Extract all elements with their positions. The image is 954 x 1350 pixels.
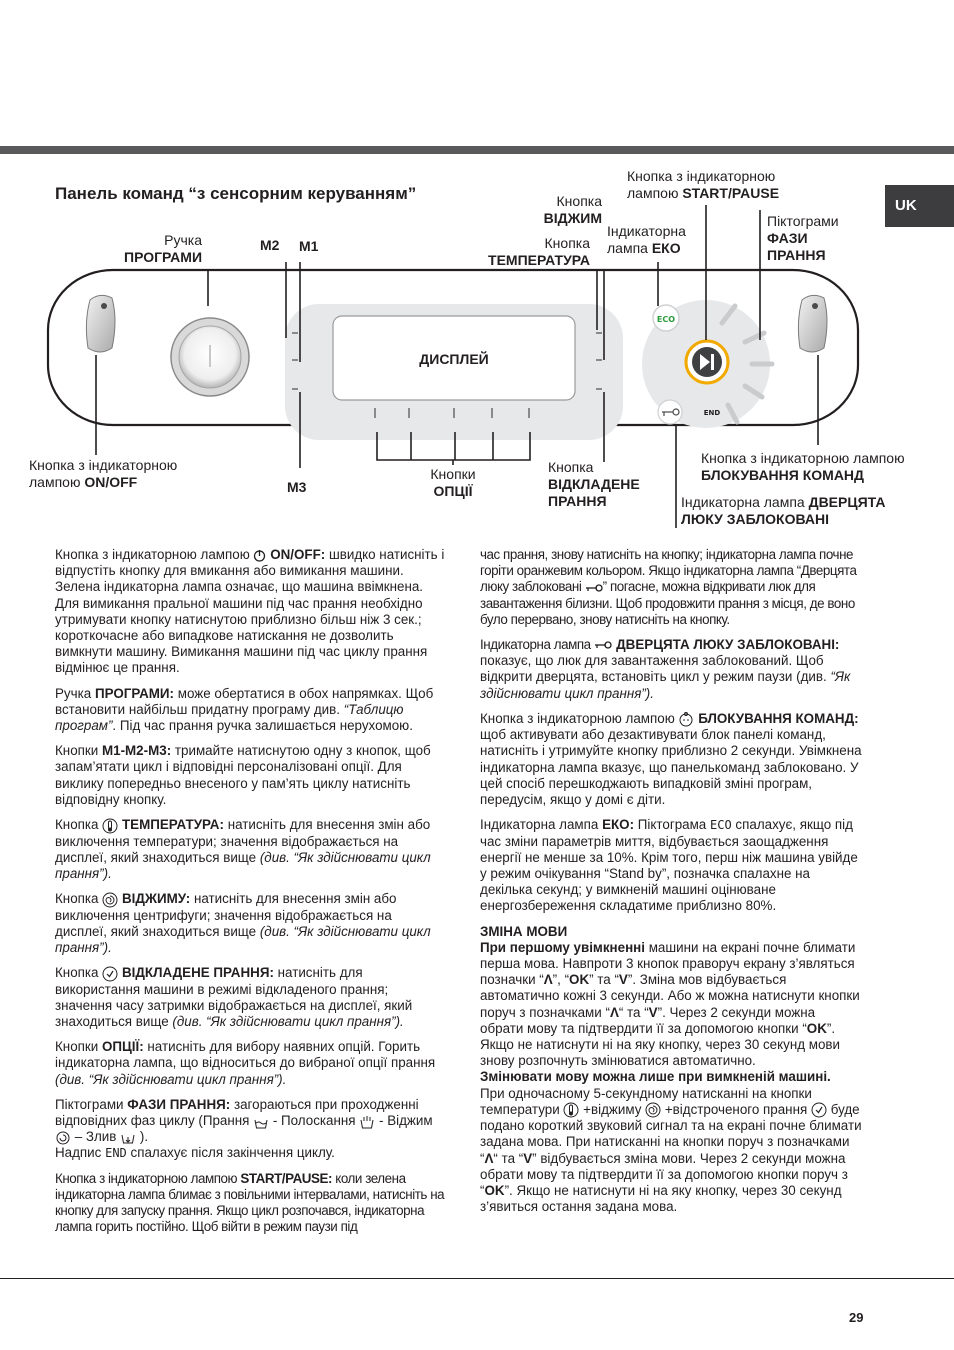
para-temperature: Кнопка ТЕМПЕРАТУРА: натисніть для внесення змін або виключення температури; значення відображається на дисплеї, який знаходиться вище (див. “Як здійснювати цикл прання”). (55, 817, 431, 881)
label-lock: Кнопка з індикаторною лампою БЛОКУВАННЯ КОМАНД (701, 450, 905, 483)
page-number: 29 (849, 1310, 864, 1325)
wash-icon (253, 1115, 269, 1129)
spin-phase-icon (55, 1131, 71, 1145)
delay-icon (811, 1102, 827, 1118)
onoff-led (101, 303, 107, 309)
para-program: Ручка ПРОГРАМИ: може обертатися в обох напрямках. Щоб встановити найбільш придатну програму див. “Таблицю програм”. Під час прання ручка залишається нерухомою. (55, 685, 434, 734)
para-delay: Кнопка ВІДКЛАДЕНЕ ПРАННЯ: натисніть для використання машини в режимі відкладеного прання; значення часу затримки відображається на дисплеї, який знаходиться вище (див. “Як здійснювати цикл прання”). (55, 965, 413, 1030)
rinse-icon (359, 1115, 375, 1129)
key-icon (594, 641, 612, 649)
label-spin: Кнопка ВІДЖИМ (543, 193, 602, 226)
lock-button[interactable] (798, 295, 827, 352)
language-tab: UK (885, 185, 954, 227)
para-onoff: Кнопка з індикаторною лампою ON/OFF: швидко натисніть і відпустіть кнопку для вмикання або вимикання машини. Зелена індикаторна лампа означає, що машина ввімкнена. Для вимикання пральної машини під час прання необхідно утримувати кнопку натиснутою приблизно більш ніж 3 сек.; короткочасне або випадкове натискання не дозволить вимкнути машину. Вимикання машини під час циклу прання відмінює це прання. (55, 547, 445, 676)
label-temperature: Кнопка ТЕМПЕРАТУРА (488, 235, 590, 268)
power-icon (253, 549, 266, 562)
para-start-pause-cont: час прання, знову натисніть на кнопку; індикаторна лампа почне горіти оранжевим кольором. Якщо індикаторна лампа “Дверцята люку заблоковані ” погасне, можна відкривати люк для завантаження білизни. Щоб продовжити прання з місця, де воно було перервано, знову натисніть на кнопку. (480, 547, 857, 627)
para-options: Кнопки ОПЦІЇ: натисніть для вибору наявних опцій. Горить індикаторна лампа, що відноситься до вибраної опції прання (див. “Як здійснювати цикл прання”). (55, 1039, 436, 1087)
drain-icon (120, 1131, 136, 1145)
language-section (480, 924, 862, 1216)
panel-title: Панель команд “з сенсорним керуванням” (55, 184, 417, 203)
left-column (55, 547, 445, 1244)
spin-icon (645, 1102, 661, 1118)
spin-icon (102, 892, 118, 908)
display-label: ДИСПЛЕЙ (419, 351, 489, 367)
para-start-pause: Кнопка з індикаторною лампою START/PAUSE: коли зелена індикаторна лампа блимає з повільними інтервалами, натисніть на кнопку для запуску прання. Якщо цикл розпочався, індикаторна лампа горить постійно. Щоб війти в режим паузи під (55, 1170, 445, 1235)
para-phases: Піктограми ФАЗИ ПРАННЯ: загораються при проходженні відповідних фаз циклу (Прання - Полоскання - Віджим – Злив ). Надпис END спалахує після закінчення циклу. (55, 1096, 433, 1161)
eco-icon: ECO (710, 818, 732, 833)
para-memory: Кнопки M1-M2-M3: тримайте натиснутою одну з кнопок, щоб запам’ятати цикл і відповідні персоналізовані опції. Для виклику попередньо внесеного у пам’ять циклу натисніть відповідну кнопку. (55, 743, 431, 807)
para-door-locked: Індикаторна лампа ДВЕРЦЯТА ЛЮКУ ЗАБЛОКОВАНІ: показує, що люк для завантаження заблокований. Щоб відкрити дверцята, встановіть цикл у режим паузи (див. “Як здійснювати цикл прання”). (480, 637, 851, 701)
label-delay: Кнопка ВІДКЛАДЕНЕ ПРАННЯ (548, 459, 640, 509)
label-start-pause: Кнопка з індикаторною лампою START/PAUSE (627, 168, 780, 201)
language-title: ЗМІНА МОВИ (480, 923, 568, 939)
label-m1: M1 (299, 238, 319, 254)
bottom-rule (0, 1278, 954, 1279)
label-options: Кнопки ОПЦІЇ (430, 466, 476, 499)
para-spin: Кнопка ВІДЖИМУ: натисніть для внесення змін або виключення центрифуги; значення відображається на дисплеї, який знаходиться вище (див. “Як здійснювати цикл прання”). (55, 891, 431, 955)
right-column (480, 547, 862, 1215)
temperature-icon (102, 818, 118, 834)
label-onoff: Кнопка з індикаторною лампою ON/OFF (29, 457, 178, 490)
para-eco: Індикаторна лампа ЕКО: Піктограма ECO спалахує, якщо під час зміни параметрів миття, відбувається заощадження енергії не менше за 10%. Крім того, перш ніж машина увійде у режим очікування “Stand by”, позначка спалахне на декілька секунд; у вимкненій машині оцінюване енергозбереження складатиме приблизно 80%. (480, 817, 858, 914)
label-phases: Піктограми ФАЗИ ПРАННЯ (767, 213, 839, 263)
end-label: END (703, 409, 721, 417)
child-lock-icon (678, 711, 694, 727)
key-icon (585, 584, 603, 592)
label-eco: Індикаторна лампа ЕКО (607, 223, 686, 256)
delay-icon (102, 966, 118, 982)
onoff-button[interactable] (86, 295, 115, 352)
label-program-knob: Ручка ПРОГРАМИ (124, 232, 202, 265)
label-m3: M3 (287, 479, 307, 495)
para-lock: Кнопка з індикаторною лампою БЛОКУВАННЯ КОМАНД: щоб активувати або дезактивувати блок панелі команд, натисніть і утримуйте кнопку приблизно 2 секунди. Увімкнена індикаторна лампа вказує, що панелькоманд заблоковано. У цей спосіб перешкоджають випадковій зміні програм, передусім, якщо у домі є діти. (480, 710, 862, 808)
temperature-icon (563, 1102, 579, 1118)
label-door-locked: Індикаторна лампа ДВЕРЦЯТА ЛЮКУ ЗАБЛОКОВАНІ (681, 494, 886, 527)
svg-text:ECO: ECO (656, 315, 676, 324)
para-language-change: Змінювати мову можна лише при вимкненій машині. При одночасному 5-секундному натисканні на кнопки температури +віджиму +відстроченого прання буде подано короткий звуковий сигнал та на екрані почне блимати задана мова. При натисканні на кнопки поруч з позначками “Λ“ та “V” відбувається зміна мови. Через 2 секунди можна обрати мову та підтвердити її за допомогою кнопки поруч з “OK”. Якщо не натиснути ні на яку кнопку, через 30 секунд з’явиться остання задана мова. (480, 1069, 862, 1215)
para-language-first: При першому увімкненні машини на екрані почне блимати перша мова. Навпроти 3 кнопок праворуч екрану з’являться позначки “Λ”, “OK” та “V”. Зміна мов відбувається автоматично кожні 3 секунди. Або ж можна натиснути кнопки поруч з позначками “Λ“ та “V”. Через 2 секунди можна обрати мову та підтвердити її за допомогою кнопки “OK”. Якщо не натиснути ні на яку кнопку, через 30 секунд мови знову розпочнуть змінюватися автоматично. (480, 939, 860, 1069)
label-m2: M2 (260, 237, 280, 253)
